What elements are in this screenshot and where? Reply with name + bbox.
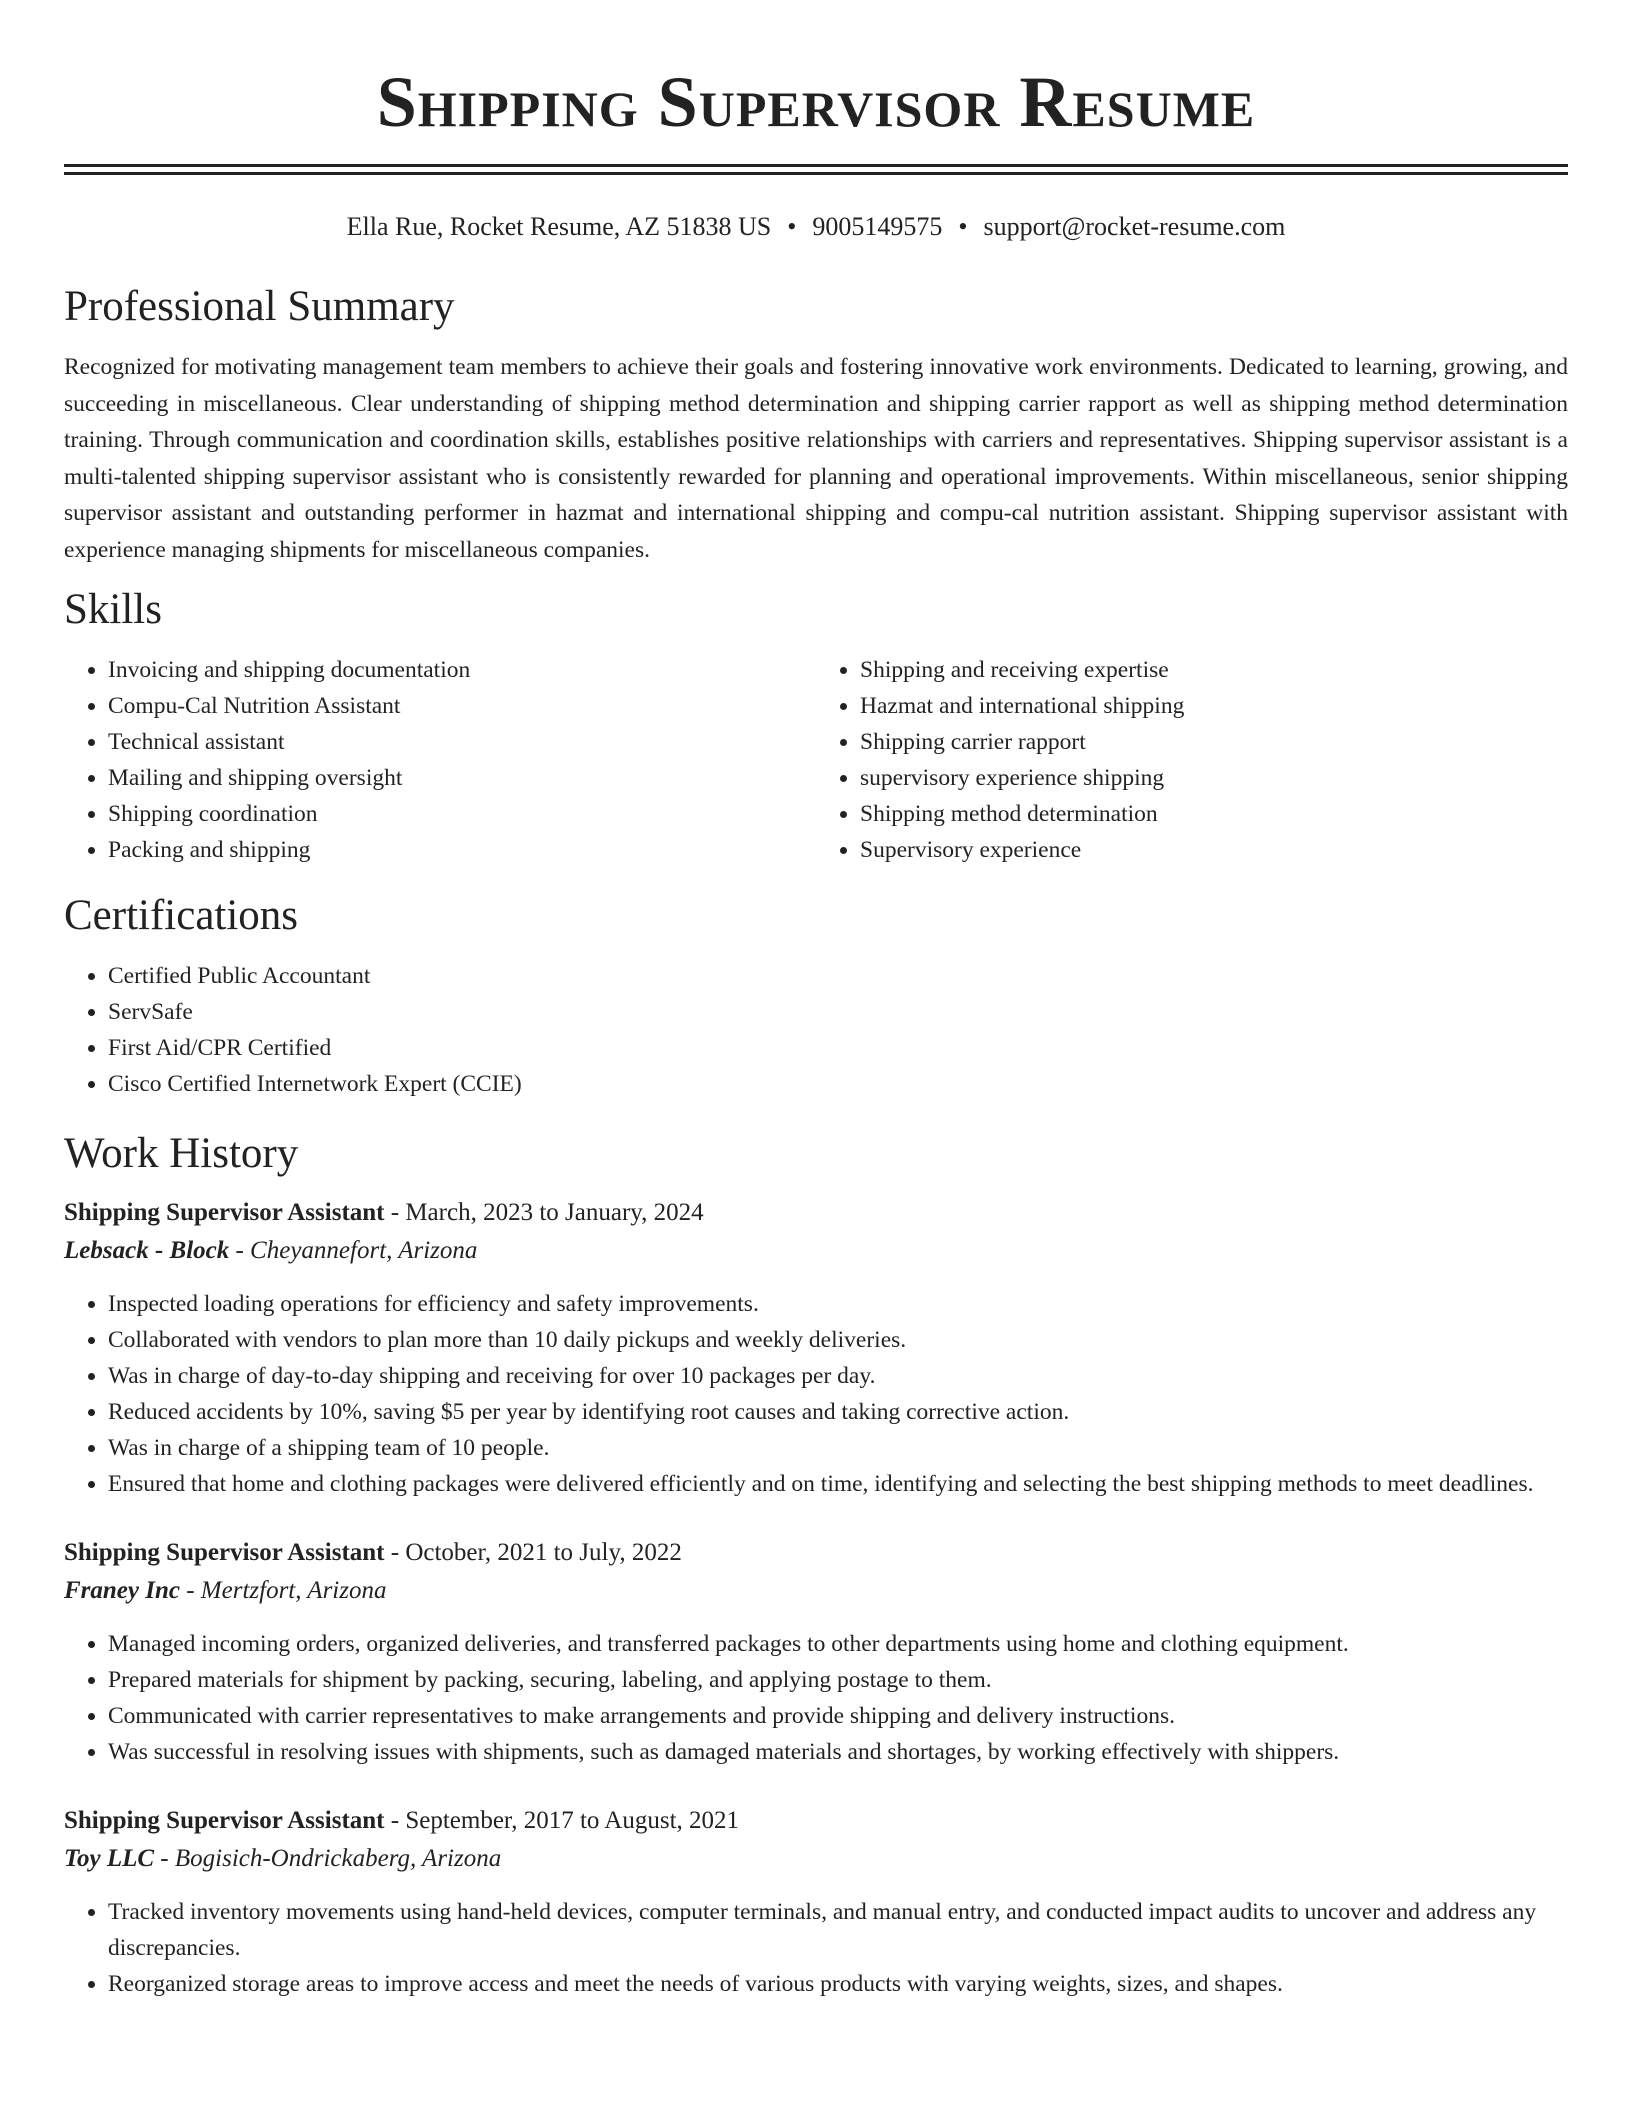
skill-item: • Packing and shipping <box>108 832 816 868</box>
job-company: Toy LLC <box>64 1845 155 1872</box>
job-bullet: • Was successful in resolving issues with shipments, such as damaged materials and shortages, by working effectively with shippers. <box>108 1734 1568 1770</box>
job-title-line <box>64 1194 1568 1232</box>
certifications-heading: Certifications <box>64 892 299 939</box>
job-dates: - October, 2021 to July, 2022 <box>384 1539 682 1566</box>
skills-heading: Skills <box>64 586 162 633</box>
job-location: - Bogisich-Ondrickaberg, Arizona <box>154 1845 502 1872</box>
skill-item: • Hazmat and international shipping <box>860 688 1568 724</box>
job-bullet: • Managed incoming orders, organized deliveries, and transferred packages to other departments using home and clothing equipment. <box>108 1626 1568 1662</box>
job-title-line <box>64 1802 1568 1840</box>
summary-heading: Professional Summary <box>64 283 455 330</box>
skills-columns <box>64 652 1568 868</box>
certification-item: • Certified Public Accountant <box>108 958 1568 994</box>
job-bullets <box>64 1286 1568 1502</box>
job-company: Lebsack - Block <box>64 1237 230 1264</box>
job-entry <box>64 1534 1568 1770</box>
certification-item: • ServSafe <box>108 994 1568 1030</box>
skills-list-right <box>816 652 1568 868</box>
job-company-line <box>64 1572 1568 1610</box>
job-bullet: • Was in charge of a shipping team of 10 people. <box>108 1430 1568 1466</box>
contact-email[interactable]: support@rocket-resume.com <box>983 212 1286 241</box>
resume-title: Shipping Supervisor Resume <box>376 62 1256 142</box>
job-company-line <box>64 1840 1568 1878</box>
certifications-list <box>64 958 1568 1102</box>
skill-item: • Mailing and shipping oversight <box>108 760 816 796</box>
job-bullet: • Reduced accidents by 10%, saving $5 per year by identifying root causes and taking corrective action. <box>108 1394 1568 1430</box>
job-bullets <box>64 1626 1568 1770</box>
resume-page <box>64 0 1568 2002</box>
job-bullet: • Communicated with carrier representatives to make arrangements and provide shipping and delivery instructions. <box>108 1698 1568 1734</box>
contact-separator: • <box>787 212 797 241</box>
skill-item: • Shipping carrier rapport <box>860 724 1568 760</box>
skill-item: • supervisory experience shipping <box>860 760 1568 796</box>
skill-item: • Invoicing and shipping documentation <box>108 652 816 688</box>
certification-item: • Cisco Certified Internetwork Expert (CCIE) <box>108 1066 1568 1102</box>
job-bullet: • Was in charge of day-to-day shipping and receiving for over 10 packages per day. <box>108 1358 1568 1394</box>
job-title: Shipping Supervisor Assistant <box>64 1807 385 1834</box>
skill-item: • Shipping method determination <box>860 796 1568 832</box>
job-bullet: • Ensured that home and clothing packages were delivered efficiently and on time, identifying and selecting the best shipping methods to meet deadlines. <box>108 1466 1568 1502</box>
skill-item: • Shipping and receiving expertise <box>860 652 1568 688</box>
job-location: - Mertzfort, Arizona <box>179 1577 387 1604</box>
certification-item: • First Aid/CPR Certified <box>108 1030 1568 1066</box>
job-bullet: • Inspected loading operations for efficiency and safety improvements. <box>108 1286 1568 1322</box>
contact-line <box>64 211 1568 243</box>
job-company: Franey Inc <box>64 1577 180 1604</box>
job-bullet: • Prepared materials for shipment by packing, securing, labeling, and applying postage to them. <box>108 1662 1568 1698</box>
job-bullet: • Reorganized storage areas to improve access and meet the needs of various products with varying weights, sizes, and shapes. <box>108 1966 1568 2002</box>
contact-phone: 9005149575 <box>812 212 943 241</box>
job-dates: - September, 2017 to August, 2021 <box>384 1807 740 1834</box>
job-company-line <box>64 1232 1568 1270</box>
title-divider <box>64 164 1568 175</box>
job-location: - Cheyannefort, Arizona <box>229 1237 478 1264</box>
skill-item: • Shipping coordination <box>108 796 816 832</box>
work-history-heading: Work History <box>64 1130 299 1177</box>
skill-item: • Compu-Cal Nutrition Assistant <box>108 688 816 724</box>
contact-separator: • <box>958 212 968 241</box>
skill-item: • Supervisory experience <box>860 832 1568 868</box>
job-bullet: • Collaborated with vendors to plan more than 10 daily pickups and weekly deliveries. <box>108 1322 1568 1358</box>
skills-list-left <box>64 652 816 868</box>
contact-address: Ella Rue, Rocket Resume, AZ 51838 US <box>346 212 772 241</box>
job-title-line <box>64 1534 1568 1572</box>
job-title: Shipping Supervisor Assistant <box>64 1199 385 1226</box>
summary-text: Recognized for motivating management team members to achieve their goals and fostering innovative work environments. Dedicated to learning, growing, and succeeding in miscellaneous. Clear understanding of shipping method determination and shipping carrier rapport as well as shipping method determination training. Through communication and coordination skills, establishes positive relationships with carriers and representatives. Shipping supervisor assistant is a multi-talented shipping supervisor assistant who is consistently rewarded for planning and operational improvements. Within miscellaneous, senior shipping supervisor assistant and outstanding performer in hazmat and international shipping and compu-cal nutrition assistant. Shipping supervisor assistant with experience managing shipments for miscellaneous companies. <box>64 354 1568 563</box>
job-dates: - March, 2023 to January, 2024 <box>384 1199 704 1226</box>
job-entry <box>64 1802 1568 2002</box>
job-entry <box>64 1194 1568 1502</box>
job-title: Shipping Supervisor Assistant <box>64 1539 385 1566</box>
job-bullets <box>64 1894 1568 2002</box>
skill-item: • Technical assistant <box>108 724 816 760</box>
job-bullet: • Tracked inventory movements using hand-held devices, computer terminals, and manual entry, and conducted impact audits to uncover and address any discrepancies. <box>108 1894 1568 1966</box>
